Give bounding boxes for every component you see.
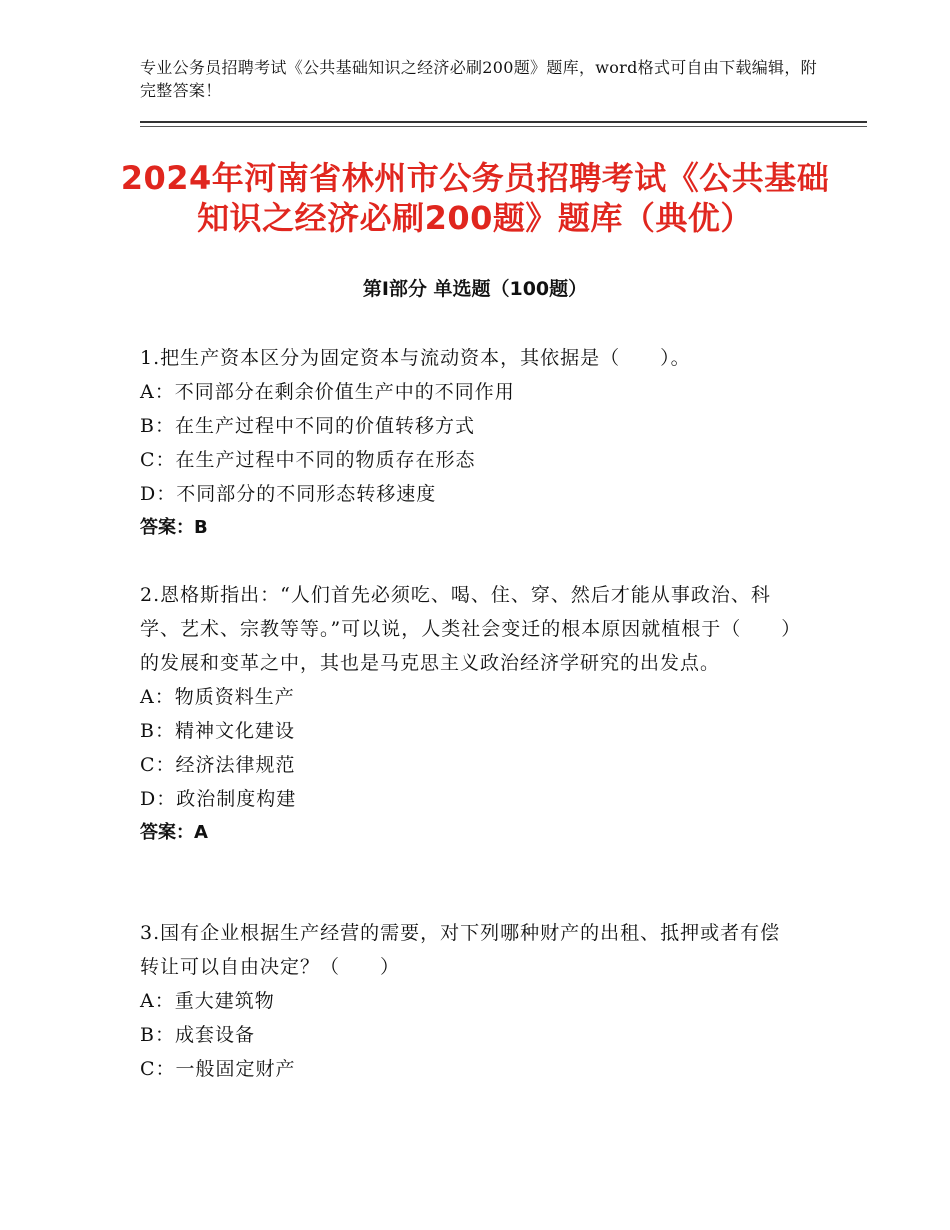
header-rule-thick — [140, 121, 867, 123]
option-c: C：经济法律规范 — [140, 754, 296, 776]
option-c: C：一般固定财产 — [140, 1058, 296, 1080]
option-d: D：政治制度构建 — [140, 788, 297, 810]
option-a: A：不同部分在剩余价值生产中的不同作用 — [140, 381, 515, 403]
section-title: 第Ⅰ部分 单选题（100题） — [362, 278, 588, 300]
option-a: A：重大建筑物 — [140, 990, 275, 1012]
header-rule-thin — [140, 126, 867, 127]
question-2 — [140, 578, 800, 850]
option-d: D：不同部分的不同形态转移速度 — [140, 483, 437, 505]
option-b: B：在生产过程中不同的价值转移方式 — [140, 415, 475, 437]
option-b: B：成套设备 — [140, 1024, 255, 1046]
question-stem: 1.把生产资本区分为固定资本与流动资本，其依据是（ ）。 — [140, 347, 691, 369]
question-3 — [140, 916, 800, 1086]
answer: 答案：A — [140, 822, 208, 843]
document-title: 2024年河南省林州市公务员招聘考试《公共基础知识之经济必刷200题》题库（典优） — [120, 159, 830, 237]
option-a: A：物质资料生产 — [140, 686, 295, 708]
option-b: B：精神文化建设 — [140, 720, 295, 742]
header-note: 专业公务员招聘考试《公共基础知识之经济必刷200题》题库，word格式可自由下载编辑，附完整答案！ — [140, 58, 817, 100]
answer: 答案：B — [140, 517, 208, 538]
question-stem: 3.国有企业根据生产经营的需要，对下列哪种财产的出租、抵押或者有偿转让可以自由决定？（ ） — [140, 922, 781, 978]
question-stem: 2.恩格斯指出：“人们首先必须吃、喝、住、穿、然后才能从事政治、科学、艺术、宗教等等。”可以说，人类社会变迁的根本原因就植根于（ ）的发展和变革之中，其也是马克思主义政治经济学研究的出发点。 — [140, 584, 792, 674]
question-1 — [140, 341, 800, 545]
option-c: C：在生产过程中不同的物质存在形态 — [140, 449, 476, 471]
